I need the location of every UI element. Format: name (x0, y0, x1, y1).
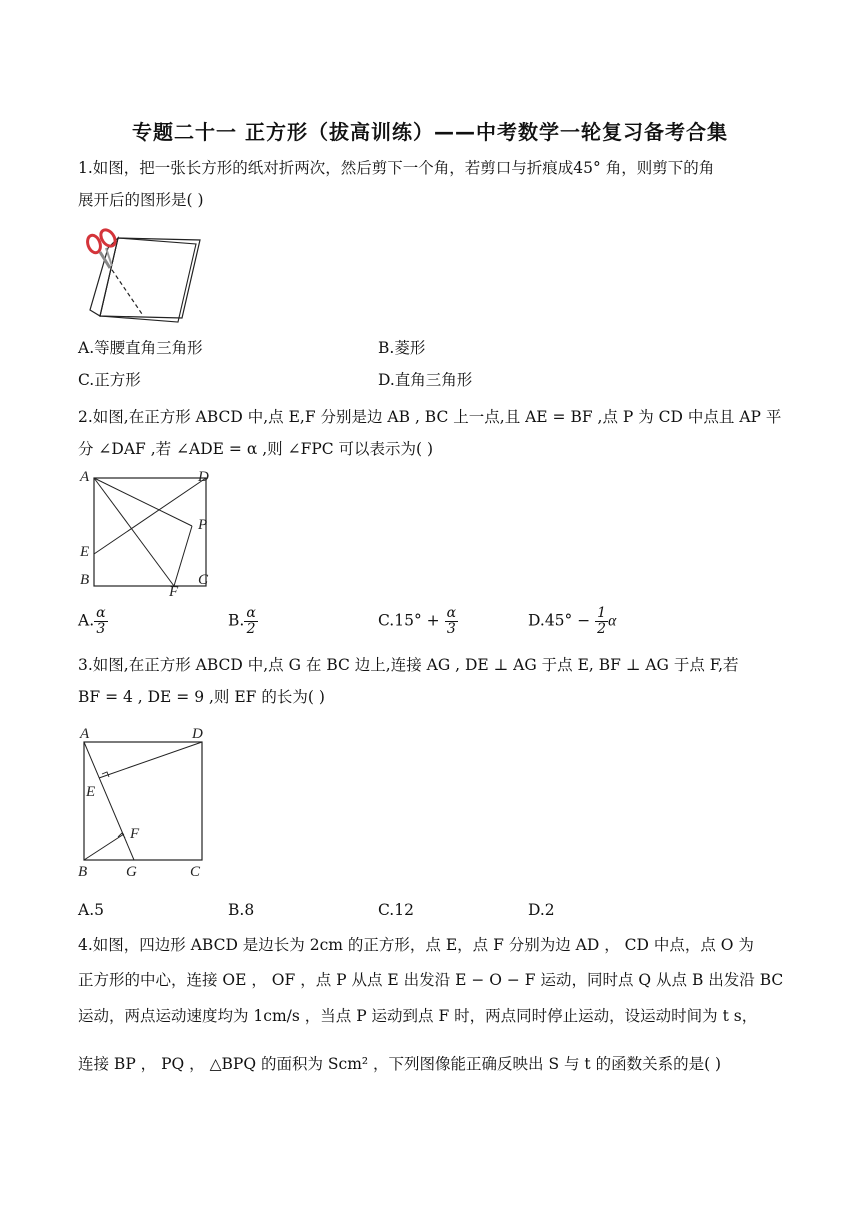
q1-text-line1: 1.如图，把一张长方形的纸对折两次，然后剪下一个角，若剪口与折痕成45° 角，则剪下的角 (78, 159, 715, 177)
q3-square-figure (74, 722, 214, 882)
q2-label-b: B (80, 572, 90, 588)
q3-label-d: D (192, 726, 203, 742)
q4-text-line3: 运动，两点运动速度均为 1cm/s ，当点 P 运动到点 F 时，两点同时停止运动，设运动时间为 t s， (78, 1007, 758, 1025)
q3-label-c: C (190, 864, 201, 880)
q4-text-line1: 4.如图，四边形 ABCD 是边长为 2cm 的正方形，点 E，点 F 分别为边 AD ， CD 中点，点 O 为 (78, 936, 754, 954)
q1-option-b[interactable]: B.菱形 (378, 339, 426, 357)
q2-option-d[interactable]: D.45° − $\frac{1}{2}$ α (528, 605, 617, 637)
q2-text-line2: 分 ∠DAF ,若 ∠ADE = α ,则 ∠FPC 可以表示为( ) (78, 440, 434, 458)
q2-square-figure (74, 466, 220, 598)
q1-folded-paper-figure (78, 226, 203, 326)
q2-text-line1: 2.如图,在正方形 ABCD 中,点 E,F 分别是边 AB , BC 上一点,且 AE = BF ,点 P 为 CD 中点且 AP 平 (78, 408, 782, 426)
q3-label-g: G (126, 864, 137, 880)
q4-text-line2: 正方形的中心，连接 OE ， OF ，点 P 从点 E 出发沿 E − O − F 运动，同时点 Q 从点 B 出发沿 BC (78, 971, 784, 989)
q4-text-line4: 连接 BP ， PQ ， △BPQ 的面积为 Scm² ，下列图像能正确反映出 S 与 t 的函数关系的是( ) (78, 1055, 722, 1073)
q1-option-d[interactable]: D.直角三角形 (378, 371, 473, 389)
q2-label-e: E (80, 544, 90, 560)
q2-label-f: F (169, 584, 179, 598)
q2-option-c[interactable]: C.15° + $\frac{\alpha}{3}$ (378, 605, 457, 637)
q3-option-b[interactable]: B.8 (228, 901, 255, 919)
q3-text-line1: 3.如图,在正方形 ABCD 中,点 G 在 BC 边上,连接 AG , DE ⊥ AG 于点 E, BF ⊥ AG 于点 F,若 (78, 656, 739, 674)
q3-label-b: B (78, 864, 88, 880)
q3-text-line2: BF = 4 , DE = 9 ,则 EF 的长为( ) (78, 688, 325, 706)
q1-option-c[interactable]: C.正方形 (78, 371, 141, 389)
q2-label-c: C (198, 572, 209, 588)
q2-label-p: P (198, 517, 208, 533)
q3-option-a[interactable]: A.5 (78, 901, 104, 919)
q2-option-b[interactable]: B. $\frac{\alpha}{2}$ (228, 605, 256, 637)
q3-label-a: A (80, 726, 90, 742)
q3-label-e: E (86, 784, 96, 800)
q1-option-a[interactable]: A.等腰直角三角形 (78, 339, 203, 357)
q3-option-d[interactable]: D.2 (528, 901, 555, 919)
q3-label-f: F (130, 826, 140, 842)
document-title: 专题二十一 正方形（拔高训练）——中考数学一轮复习备考合集 (132, 120, 728, 144)
q1-text-line2: 展开后的图形是( ) (78, 191, 204, 209)
q2-option-a[interactable]: A. $\frac{\alpha}{3}$ (78, 605, 106, 637)
q2-label-a: A (80, 469, 90, 485)
q3-option-c[interactable]: C.12 (378, 901, 414, 919)
q2-label-d: D (198, 469, 209, 485)
